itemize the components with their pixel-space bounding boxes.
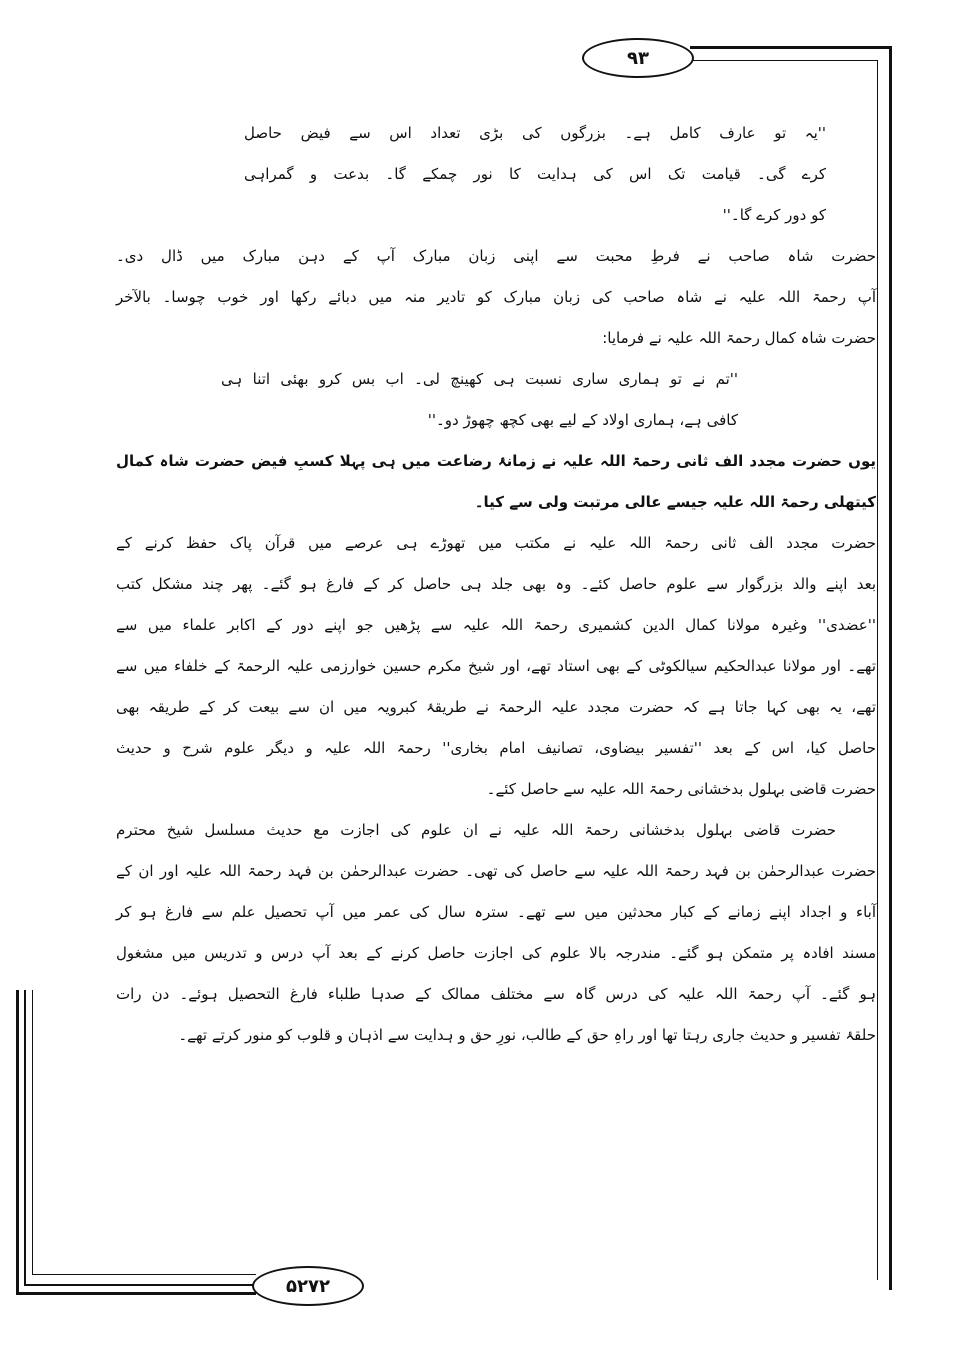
quote-shah-kamal-saying: [116, 368, 876, 431]
text-line: حضرت مجدد الف ثانی رحمۃ اللہ علیہ نے مکتب میں تھوڑے ہی عرصے میں قرآن پاک حفظ کرنے کے: [116, 534, 876, 552]
quote-shah-kamal-prophecy: [116, 122, 876, 226]
text-line: کافی ہے، ہماری اولاد کے لیے بھی کچھ چھوڑ دو۔'': [427, 411, 738, 429]
text-line: حاصل کیا، اس کے بعد ''تفسیر بیضاوی، تصانیف امام بخاری'' رحمۃ اللہ علیہ و دیگر علوم شرح و حدیث: [116, 739, 876, 757]
text-line: حضرت شاہ کمال رحمۃ اللہ علیہ نے فرمایا:: [602, 329, 876, 347]
text-line: آپ رحمۃ اللہ علیہ نے شاہ صاحب کی زبان مبارک کو تادیر منہ میں دبائے رکھا اور خوب چوسا۔ بالآخر: [116, 288, 876, 306]
text-line: حضرت قاضی بہلول بدخشانی رحمۃ اللہ علیہ سے حاصل کئے۔: [486, 780, 876, 798]
paragraph-first-blessing: [116, 450, 876, 513]
text-line: تھے، یہ بھی کہا جاتا ہے کہ حضرت مجدد علیہ الرحمۃ نے طریقۂ کبرویہ میں ان سے بیعت کر کے طریقہ بھی: [116, 698, 876, 716]
border-left-middle: [24, 990, 26, 1286]
border-bottom-inner: [32, 1274, 256, 1275]
text-line: حضرت شاہ صاحب نے فرطِ محبت سے اپنی زبان مبارک آپ کے دہن مبارک میں ڈال دی۔: [116, 247, 876, 265]
border-right-outer: [889, 46, 892, 1290]
border-top-inner: [690, 60, 878, 61]
text-line: ''تم نے تو ہماری ساری نسبت ہی کھینچ لی۔ اب بس کرو بھئی اتنا ہی: [221, 370, 738, 388]
text-line: کو دور کرے گا۔'': [722, 206, 826, 224]
page-body: [116, 122, 876, 1065]
paragraph-education: [116, 532, 876, 800]
border-left-outer: [16, 990, 19, 1295]
text-line: تھے۔ اور مولانا عبدالحکیم سیالکوٹی کے بھی استاد تھے، اور شیخ مکرم حسین خوارزمی علیہ الرحمۃ کے خلفاء میں سے: [116, 657, 876, 675]
text-line: یوں حضرت مجدد الف ثانی رحمۃ اللہ علیہ نے زمانۂ رضاعت میں ہی پہلا کسبِ فیض حضرت شاہ کمال: [116, 452, 876, 470]
page-number-top: [582, 38, 694, 78]
paragraph-qazi-bahlol: [116, 819, 876, 1046]
page-number-top-text: ۹۳: [627, 47, 649, 69]
paragraph-blessing: [116, 245, 876, 349]
page-number-bottom-text: ۵۲۷۲: [286, 1275, 330, 1297]
text-line: مسند افادہ پر متمکن ہو گئے۔ مندرجہ بالا علوم کی اجازت حاصل کرنے کے بعد آپ درس و تدریس میں مشغول: [116, 944, 876, 962]
text-line: ''یہ تو عارف کامل ہے۔ بزرگوں کی بڑی تعداد اس سے فیض حاصل: [244, 124, 826, 142]
border-left-inner: [32, 990, 33, 1275]
text-line: کرے گی۔ قیامت تک اس کی ہدایت کا نور چمکے گا۔ بدعت و گمراہی: [244, 165, 826, 183]
border-bottom-outer: [16, 1292, 256, 1295]
text-line: حضرت قاضی بہلول بدخشانی رحمۃ اللہ علیہ نے ان علوم کی اجازت مع حدیث مسلسل شیخ محترم: [116, 821, 836, 839]
border-right-inner: [877, 60, 878, 1280]
border-bottom-middle: [24, 1284, 256, 1286]
text-line: حلقۂ تفسیر و حدیث جاری رہتا تھا اور راہِ حق کے طالب، نورِ حق و ہدایت سے اذہان و قلوب کو منور کرتے تھے۔: [178, 1026, 876, 1044]
text-line: ہو گئے۔ آپ رحمۃ اللہ علیہ کی درس گاہ سے مختلف ممالک کے صدہا طلباء فارغ التحصیل ہوئے۔ دن رات: [116, 985, 876, 1003]
text-line: ''عضدی'' وغیرہ مولانا کمال الدین کشمیری رحمۃ اللہ علیہ سے پڑھیں جو اپنے دور کے اکابر علماء میں سے: [116, 616, 876, 634]
text-line: آباء و اجداد اپنے زمانے کے کبار محدثین میں سے تھے۔ سترہ سال کی عمر میں آپ تحصیل علم سے فارغ ہو کر: [116, 903, 876, 921]
page-number-bottom: [252, 1266, 364, 1306]
border-top-outer: [690, 46, 892, 49]
text-line: بعد اپنے والد بزرگوار سے علوم حاصل کئے۔ وہ بھی جلد ہی حاصل کر کے فارغ ہو گئے۔ پھر چند مشکل کتب: [116, 575, 876, 593]
text-line: کیتھلی رحمۃ اللہ علیہ جیسے عالی مرتبت ولی سے کیا۔: [474, 493, 876, 511]
text-line: حضرت عبدالرحمٰن بن فہد رحمۃ اللہ علیہ سے حاصل کی تھی۔ حضرت عبدالرحمٰن بن فہد رحمۃ اللہ علیہ اور ان کے: [116, 862, 876, 880]
